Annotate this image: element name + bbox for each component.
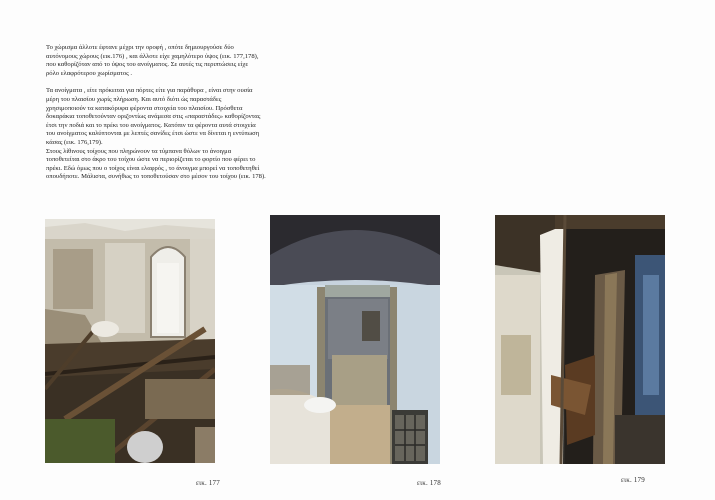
text-line: ρόλο ελαφρότερου χωρίσματος . xyxy=(46,69,133,77)
text-line: χρησιμοποιούν τα κατακόρυφα φέροντα στοιχεία του πλαισίου. Πρόσθετα xyxy=(46,104,243,112)
text-line: πρέκι. Εδώ όμως που ο τοίχος είναι ελαφρός , το άνοιγμα μπορεί να τοποθετηθεί xyxy=(46,164,260,172)
text-line: που καθορίζόταν από το ύψος του ανοίγματος. Σε αυτές τις περιπτώσεις είχε xyxy=(46,61,249,69)
caption-178: εικ. 178 xyxy=(417,479,441,487)
text-line: τοποθετείται στο άκρο του τοίχου ώστε να περιορίζεται το φορτίο που φέρει το xyxy=(46,156,256,164)
photo-177-image xyxy=(45,219,215,463)
photo-178-image xyxy=(270,215,440,464)
paragraph-openings xyxy=(46,87,306,182)
body-text xyxy=(46,44,306,191)
paragraph-partition xyxy=(46,44,306,78)
photo-179-timber-frame xyxy=(495,215,665,464)
photo-178-doorway xyxy=(270,215,440,464)
text-line: του ανοίγματος καλύπτονται με λεπτές σανίδες έτσι ώστε να δίνεται η εντύπωση xyxy=(46,130,260,138)
text-line: δοκαράκια τοποθετούνταν οριζοντίως ανάμεσα στις «παραστάδες» καθορίζοντας xyxy=(46,113,261,121)
text-line: οπουδήποτε. Μάλιστα, συνήθως το τοποθετούσαν στο μέσον του τοίχου (εικ. 178). xyxy=(46,173,266,181)
caption-179: εικ. 179 xyxy=(621,476,645,484)
text-line: αυτόνομους χώρους (εικ.176) , και άλλοτε είχε χαμηλότερο ύψος (εικ. 177,178), xyxy=(46,52,259,60)
text-line: Στους λίθινους τοίχους που πληρώνουν τα τύμπανα θόλων το άνοιγμα xyxy=(46,147,232,155)
photo-179-image xyxy=(495,215,665,464)
text-line: Τα ανοίγματα , είτε πρόκειται για πόρτες είτε για παράθυρα , είναι στην ουσία xyxy=(46,87,253,95)
caption-177: εικ. 177 xyxy=(196,479,220,487)
text-line: μέρη του πλαισίου χωρίς πλήρωση. Και αυτό διότι ώς παραστάδες xyxy=(46,95,222,103)
text-line: έτσι την ποδιά και το πρέκι του ανοίγματος. Κατόπιν τα φέροντα αυτά στοιχεία xyxy=(46,121,256,129)
photo-177-ruined-wall xyxy=(45,219,215,463)
text-line: κάσας (εικ. 176,179). xyxy=(46,138,103,146)
text-line: Το χώρισμα άλλοτε έφτανε μέχρι την οροφή , οπότε δημιουργούσε δύο xyxy=(46,44,234,51)
